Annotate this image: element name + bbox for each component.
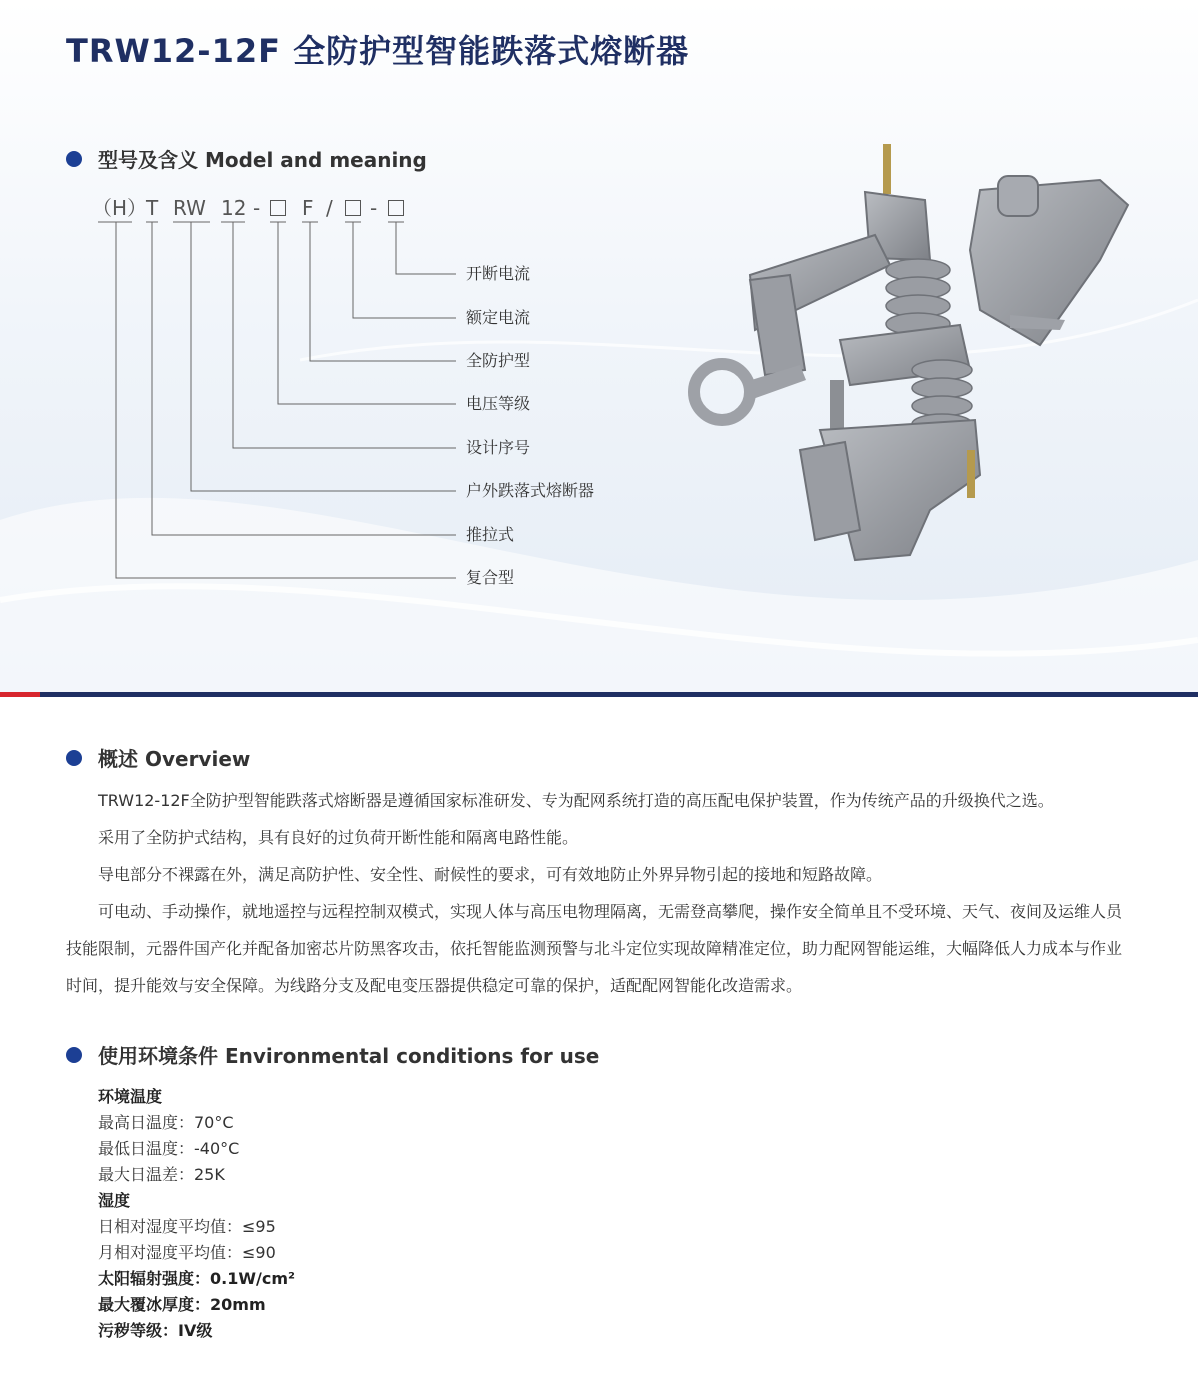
meaning-outdoor-fuse: 户外跌落式熔断器 [466, 481, 595, 500]
env-min-daily-temp: 最低日温度：-40°C [98, 1139, 240, 1158]
overview-section-title: 概述 Overview [98, 747, 251, 771]
env-monthly-humidity-avg: 月相对湿度平均值：≤90 [98, 1243, 276, 1262]
code-slash: / [326, 196, 333, 220]
meaning-full-protection: 全防护型 [466, 351, 531, 370]
overview-paragraph-4: 可电动、手动操作，就地遥控与远程控制双模式，实现人体与高压电物理隔离，无需登高攀爬，操作安全简单且不受环境、天气、夜间及运维人员技能限制，元器件国产化并配备加密芯片防黑客攻击，依托智能监测预警与北斗定位实现故障精准定位，助力配网智能运维，大幅降低人力成本与作业时间，提升能效与安全保障。为线路分支及配电变压器提供稳定可靠的保护，适配配网智能化改造需求。 [66, 902, 1123, 995]
bullet-dot-icon [66, 1047, 82, 1063]
meaning-leader-lines [0, 0, 660, 640]
fuse-product-image [680, 130, 1160, 570]
env-max-daily-temp-diff: 最大日温差：25K [98, 1165, 225, 1184]
code-part-f: F [302, 196, 314, 220]
code-part-12: 12 [221, 196, 247, 220]
env-pollution-level: 污秽等级：IV级 [98, 1321, 213, 1340]
bullet-dot-icon [66, 750, 82, 766]
env-daily-humidity-avg: 日相对湿度平均值：≤95 [98, 1217, 276, 1236]
env-max-daily-temp: 最高日温度：70°C [98, 1113, 234, 1132]
meaning-composite: 复合型 [466, 568, 515, 587]
meaning-push-pull: 推拉式 [466, 525, 515, 544]
code-dash-1: - [253, 196, 261, 220]
meaning-design-number: 设计序号 [466, 438, 531, 457]
page-title: TRW12-12F 全防护型智能跌落式熔断器 [66, 32, 690, 70]
divider-accent-red [0, 692, 40, 697]
meaning-voltage-level: 电压等级 [466, 394, 531, 413]
env-heading-temperature: 环境温度 [98, 1087, 163, 1106]
meaning-breaking-current: 开断电流 [466, 264, 531, 283]
divider-accent-blue [40, 692, 1198, 697]
meaning-rated-current: 额定电流 [466, 308, 531, 327]
environment-section-title: 使用环境条件 Environmental conditions for use [98, 1044, 600, 1068]
code-part-h: （H） [92, 196, 148, 220]
environment-section-header [66, 1040, 599, 1069]
overview-section-header [66, 743, 250, 772]
code-part-rw: RW [173, 196, 206, 220]
overview-paragraph-1: TRW12-12F全防护型智能跌落式熔断器是遵循国家标准研发、专为配网系统打造的高压配电保护装置，作为传统产品的升级换代之选。 [98, 791, 1054, 810]
model-section-title: 型号及含义 Model and meaning [98, 148, 427, 172]
overview-paragraph-2: 采用了全防护式结构，具有良好的过负荷开断性能和隔离电路性能。 [98, 828, 579, 847]
environment-conditions-list [98, 1084, 698, 1344]
env-max-ice-thickness: 最大覆冰厚度：20mm [98, 1295, 266, 1314]
hero-section [0, 0, 1198, 694]
code-part-t: T [146, 196, 159, 220]
model-code-diagram [0, 0, 660, 640]
env-solar-radiation: 太阳辐射强度：0.1W/cm² [98, 1269, 296, 1288]
overview-paragraph-3: 导电部分不裸露在外，满足高防护性、安全性、耐候性的要求，可有效地防止外界异物引起的接地和短路故障。 [98, 865, 883, 884]
env-heading-humidity: 湿度 [98, 1191, 131, 1210]
code-dash-2: - [370, 196, 378, 220]
